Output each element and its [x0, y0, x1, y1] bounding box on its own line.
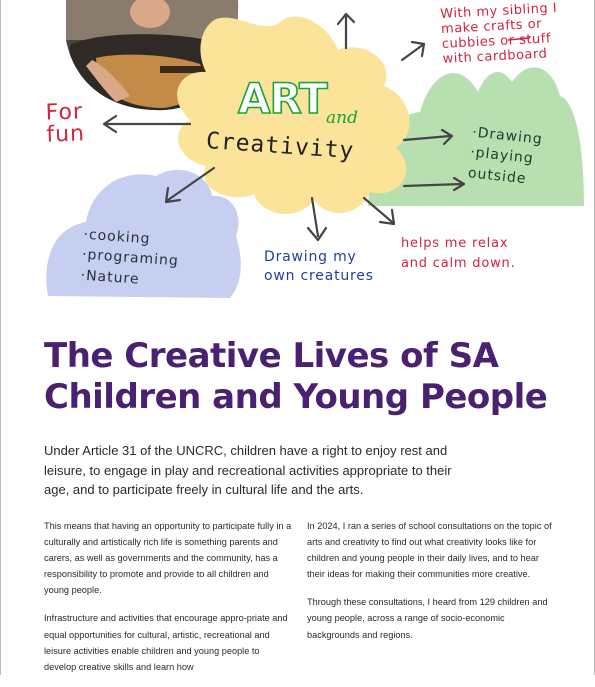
hero-illustration	[0, 0, 595, 310]
note-fun: For fun	[45, 99, 86, 148]
body-paragraph: This means that having an opportunity to participate fully in a culturally and artistically rich life is something parents and carers, as well as governments and the community, has a responsibility to promote and provide to all children and young people.	[44, 521, 292, 596]
note-relax: helps me relax and calm down.	[401, 236, 516, 271]
page-title: The Creative Lives of SA Children and Young People	[44, 336, 548, 417]
creativity-label: Creativity	[205, 128, 356, 165]
right-column	[307, 518, 557, 655]
left-column	[44, 518, 294, 687]
note-sibling: With my sibling I make crafts or cubbies or stuff with cardboard	[439, 0, 558, 67]
body-paragraph: Through these consultations, I heard from 129 children and young people, across a range of socio-economic backgrounds and regions.	[307, 597, 548, 640]
and-label: and	[326, 108, 358, 128]
art-heading: ART	[238, 74, 327, 123]
note-drawing: Drawing my own creatures	[264, 249, 374, 284]
lead-paragraph: Under Article 31 of the UNCRC, children have a right to enjoy rest and leisure, to engage in play and recreational activities appropriate to their age, and to participate freely in cultural life and the arts.	[44, 443, 452, 497]
note-green-list: ·Drawing ·playing outside	[467, 124, 544, 187]
note-blue-list: ·cooking ·programing ·Nature	[80, 226, 180, 288]
body-paragraph: In 2024, I ran a series of school consultations on the topic of arts and creativity to find out what creativity looks like for children and young people in their daily lives, and to hear their ideas for making their communities more creative.	[307, 521, 552, 580]
body-paragraph: Infrastructure and activities that encourage appro-priate and equal opportunities for cultural, artistic, recreational and leisure activities enable children and young people to develop creative skills and learn how	[44, 613, 288, 672]
